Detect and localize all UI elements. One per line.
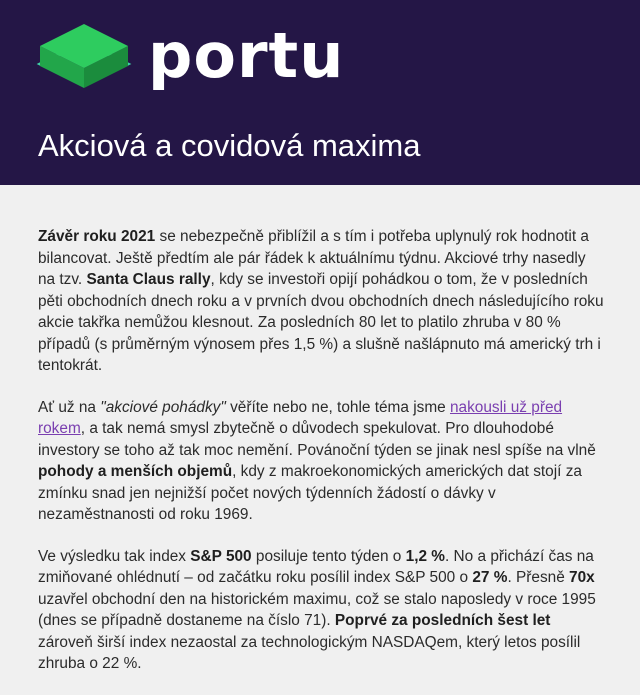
text: , kdy se investoři opijí pohádkou o tom, že v posledních pěti obchodních dnech roku a v prvních dvou obchodních dnech následujícího roku akcie takřka nemůžou klesnout. Za posledních 80 let to platilo zhruba v 80 % případů (s průměrným výnosem přes 1,5 %) a slušně našlápnuto má americký trh i tentokrát. — [38, 271, 604, 374]
bold-text: pohody a menších objemů — [38, 463, 233, 480]
text: se nebezpečně přiblížil a s tím i potřeba uplynulý rok hodnotit a bilancovat. Ještě předtím ale pár řádek k aktuálnímu týdnu. Akciové trhy nasedly na tzv. — [38, 228, 589, 288]
bold-text: Poprvé za posledních šest let — [334, 612, 551, 629]
paragraph-1 — [38, 226, 604, 377]
text: , kdy z makroekonomických amerických dat stojí za zmínku snad jen nejnižší počet nových týdenních žádostí o dávky v nezaměstnanosti od roku 1969. — [38, 463, 582, 523]
newsletter-header — [0, 0, 640, 185]
logo-wordmark: portu — [148, 19, 345, 92]
bold-text: S&P 500 — [190, 547, 252, 565]
bold-text: 27 % — [472, 569, 508, 586]
bold-text: 1,2 % — [405, 547, 445, 565]
bold-text: 70x — [569, 569, 595, 586]
text: Ať už na — [38, 398, 101, 416]
article-title: Akciová a covidová maxima — [38, 128, 421, 163]
text: Ve výsledku tak index — [38, 547, 191, 565]
article-body — [38, 226, 604, 695]
text: , a tak nemá smysl zbytečně o důvodech spekulovat. Pro dlouhodobé investory se toho až tak moc nemění. Povánoční týden se jinak nesl spíše na vlně — [38, 420, 596, 459]
bold-text: Závěr roku 2021 — [38, 228, 156, 245]
bold-text: Santa Claus rally — [86, 271, 211, 288]
paragraph-3 — [38, 546, 604, 675]
text: . No a přichází čas na zmiňované ohlédnutí – od začátku roku posílil index S&P 500 o — [38, 547, 594, 586]
text: uzavřel obchodní den na historickém maximu, což se stalo naposledy v roce 1995 (dnes se případně dostaneme na číslo 71). — [38, 590, 596, 629]
article-link[interactable]: nakousli už před rokem — [38, 398, 563, 437]
text: zároveň širší index nezaostal za technologickým NASDAQem, který letos posílil zhruba o 22 %. — [38, 633, 581, 672]
text: věříte nebo ne, tohle téma jsme — [225, 398, 450, 416]
text: . Přesně — [507, 569, 570, 586]
italic-text: "akciové pohádky" — [100, 398, 226, 416]
paragraph-2 — [38, 397, 604, 526]
text: posiluje tento týden o — [251, 547, 406, 565]
portu-logo-icon — [36, 16, 132, 112]
